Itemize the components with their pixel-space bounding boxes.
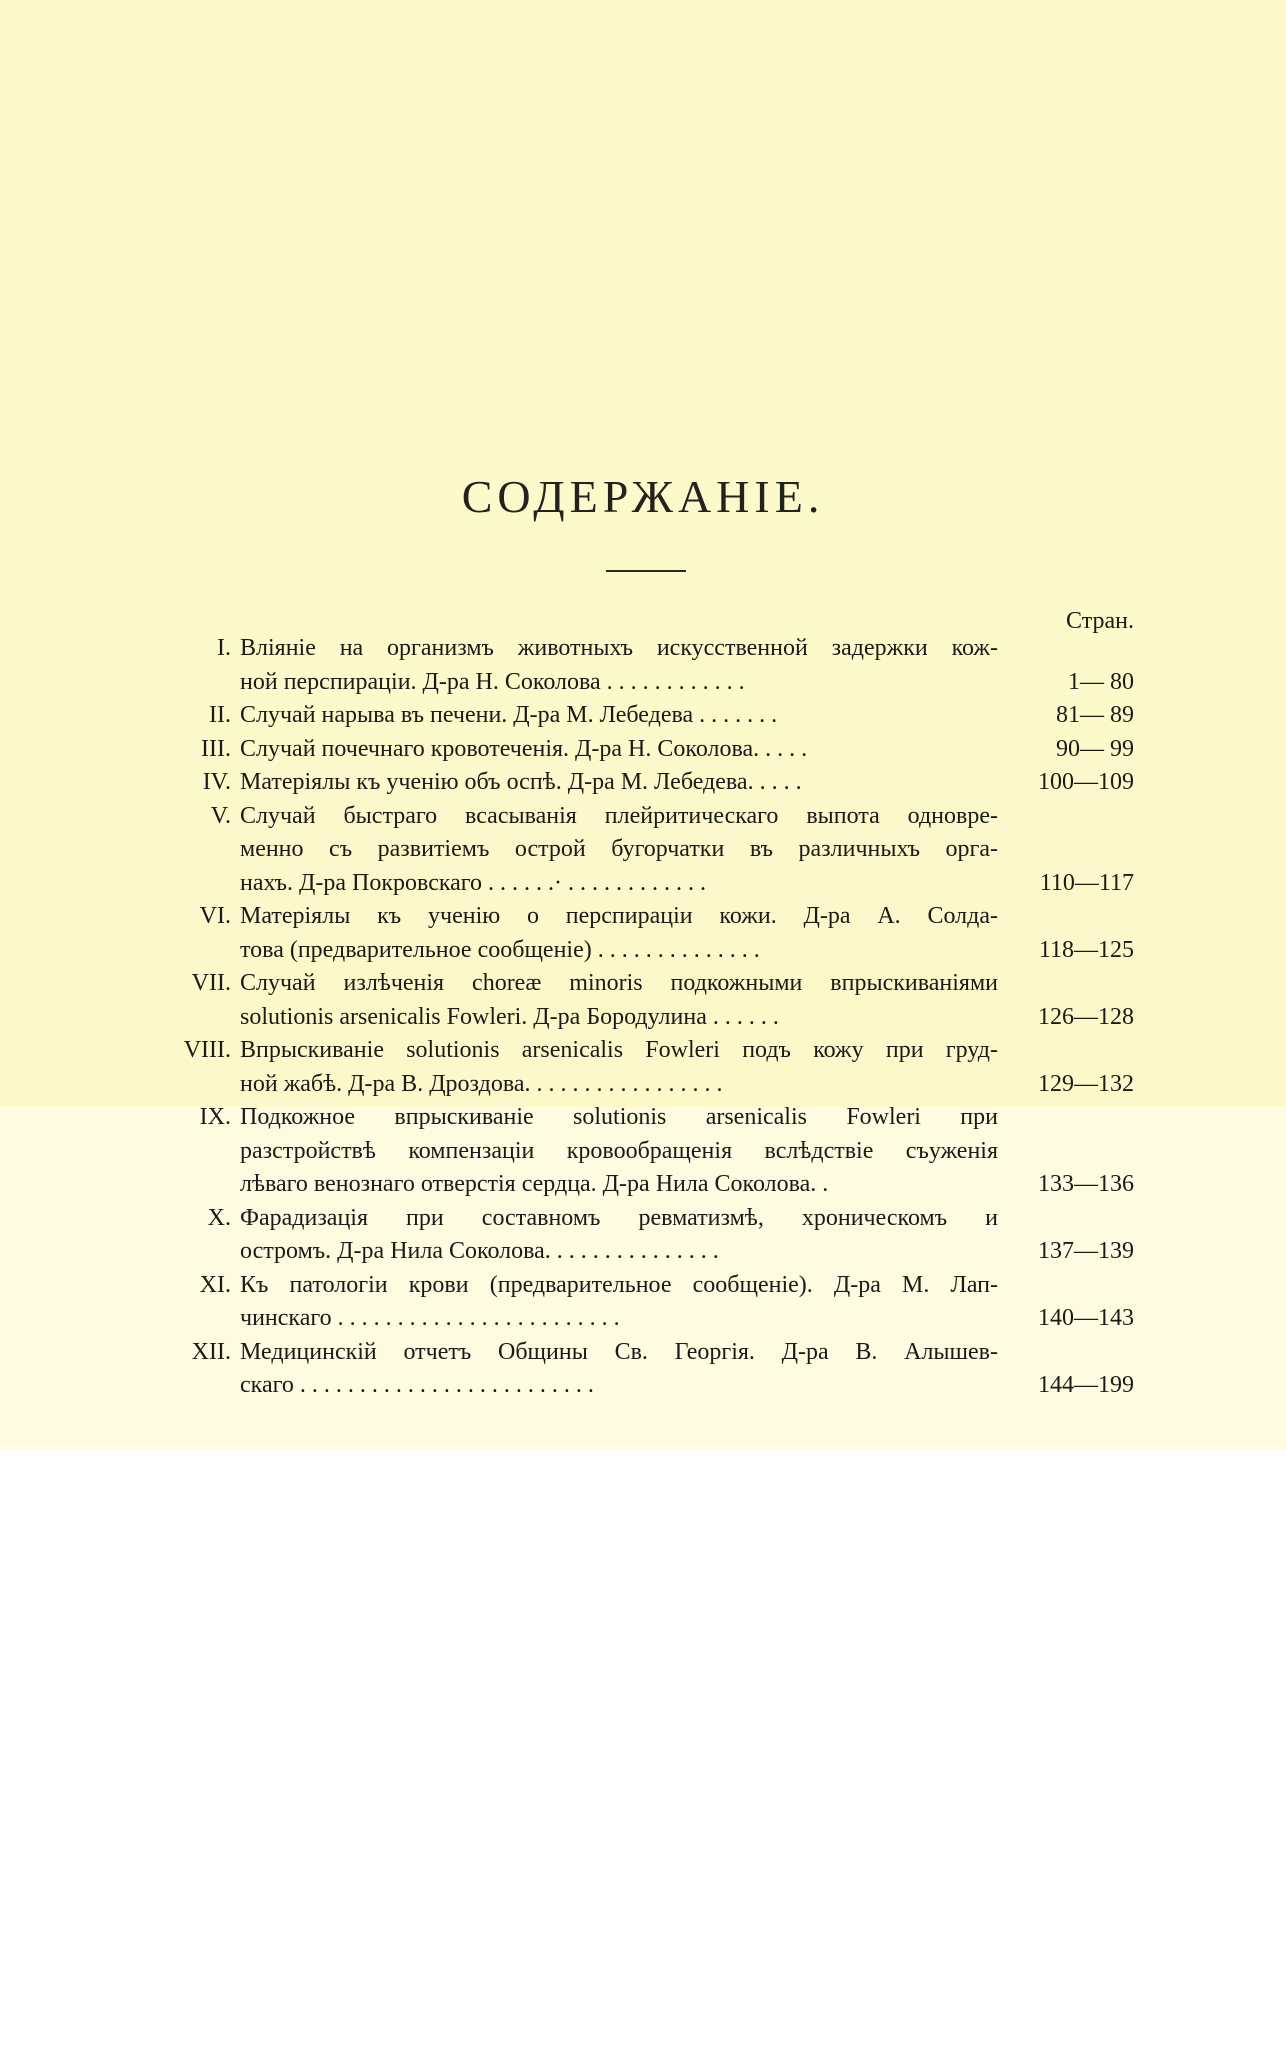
toc-entry [160, 1269, 1134, 1336]
toc-entry-line [160, 632, 1134, 666]
toc-entry-pages: 1— 80 [1068, 668, 1134, 695]
toc-entry-text: solutionis arsenicalis Fowleri. Д-ра Бородулина . . . . . . [240, 1003, 779, 1030]
toc-entry [160, 766, 1134, 800]
toc-entry [160, 800, 1134, 901]
toc-entry-line [160, 1068, 1134, 1102]
toc-entry-number: IX. [199, 1104, 231, 1130]
toc-entry-number: I. [217, 635, 231, 661]
toc-entry [160, 733, 1134, 767]
toc-entry-pages: 126—128 [1038, 1003, 1134, 1030]
toc-entry-number: VII. [191, 970, 231, 996]
toc-entry-number: VIII. [183, 1037, 231, 1063]
toc-entry-text: Фарадизація при составномъ ревматизмѣ, хроническомъ и [240, 1204, 998, 1231]
toc-entry [160, 1101, 1134, 1202]
toc-entry-line [160, 867, 1134, 901]
title-divider [606, 570, 686, 572]
toc-entry-text: Случай быстраго всасыванія плейритическаго выпота одновре- [240, 802, 998, 829]
toc-entry [160, 1336, 1134, 1403]
toc-entry-line [160, 1101, 1134, 1135]
toc-entry [160, 699, 1134, 733]
toc-entry [160, 1202, 1134, 1269]
toc-entry-number: II. [209, 702, 231, 728]
toc-entry-text: Случай нарыва въ печени. Д-ра М. Лебедева . . . . . . . [240, 702, 778, 728]
toc-entry-text: това (предварительное сообщеніе) . . . . . . . . . . . . . . [240, 936, 760, 963]
toc-entry-text: ной перспираціи. Д-ра Н. Соколова . . . . . . . . . . . . [240, 668, 745, 695]
toc-entry-text: Впрыскиваніе solutionis arsenicalis Fowleri подъ кожу при груд- [240, 1037, 998, 1063]
toc-entry-number: III. [201, 735, 231, 762]
toc-entry-text: чинскаго . . . . . . . . . . . . . . . . . . . . . . . . [240, 1305, 620, 1331]
toc-entry-text: остромъ. Д-ра Нила Соколова. . . . . . . . . . . . . . . [240, 1238, 719, 1264]
toc-entry-line [160, 1235, 1134, 1269]
toc-entry-line [160, 967, 1134, 1001]
toc-entry-text: ной жабѣ. Д-ра В. Дроздова. . . . . . . . . . . . . . . . . [240, 1070, 723, 1097]
toc-entry-number: XI. [199, 1271, 231, 1298]
toc-entry-text: Матеріялы къ ученію объ оспѣ. Д-ра М. Лебедева. . . . . [240, 769, 802, 795]
toc-entry-line [160, 1168, 1134, 1202]
toc-entry-line [160, 733, 1134, 767]
toc-entry-pages: 129—132 [1038, 1070, 1134, 1097]
toc-entry-line [160, 833, 1134, 867]
toc-entry-line [160, 1302, 1134, 1336]
toc-entry-number: XII. [191, 1338, 231, 1365]
toc-entry-text: Случай почечнаго кровотеченія. Д-ра Н. Соколова. . . . . [240, 735, 808, 762]
toc-entry-number: V. [210, 802, 231, 829]
toc-entry-text: Матеріялы къ ученію о перспираціи кожи. Д-ра А. Солда- [240, 903, 998, 929]
toc-entry-text: менно съ развитіемъ острой бугорчатки въ различныхъ орга- [240, 836, 998, 862]
toc-entry-line [160, 1269, 1134, 1303]
toc-entry [160, 632, 1134, 699]
toc-entry-line [160, 666, 1134, 700]
toc-entry-line [160, 1001, 1134, 1035]
toc-entry-pages: 118—125 [1038, 936, 1134, 963]
toc-entry [160, 1034, 1134, 1101]
toc-entry-text: лѣваго венознаго отверстія сердца. Д-ра Нила Соколова. . [240, 1171, 829, 1197]
toc-entry-number: IV. [202, 769, 231, 795]
toc-entry-number: VI. [199, 903, 231, 929]
toc-entry-pages: 100—109 [1038, 769, 1134, 795]
toc-entry-text: Подкожное впрыскиваніе solutionis arsenicalis Fowleri при [240, 1104, 998, 1130]
toc-entry-line [160, 1336, 1134, 1370]
toc-entry-text: Къ патологіи крови (предварительное сообщеніе). Д-ра М. Лап- [240, 1271, 998, 1298]
toc-entry-line [160, 1135, 1134, 1169]
toc-entry-line [160, 900, 1134, 934]
toc-entry-pages: 144—199 [1038, 1372, 1134, 1398]
toc-entry-pages: 81— 89 [1056, 702, 1134, 728]
table-of-contents [160, 632, 1134, 1403]
pages-column-header: Стран. [1066, 608, 1134, 634]
toc-entry-text: нахъ. Д-ра Покровскаго . . . . . .· . . . . . . . . . . . . [240, 869, 707, 896]
toc-entry-pages: 90— 99 [1056, 735, 1134, 762]
toc-entry-line [160, 1034, 1134, 1068]
toc-entry-text: Случай излѣченія choreæ minoris подкожными впрыскиваніями [240, 970, 998, 996]
toc-entry-text: Медицинскій отчетъ Общины Св. Георгія. Д-ра В. Алышев- [240, 1338, 998, 1365]
toc-entry-line [160, 766, 1134, 800]
toc-entry-pages: 133—136 [1038, 1171, 1134, 1197]
toc-entry-pages: 110—117 [1039, 869, 1134, 896]
toc-entry-line [160, 934, 1134, 968]
toc-entry-text: скаго . . . . . . . . . . . . . . . . . . . . . . . . . [240, 1372, 594, 1398]
toc-entry-number: X. [207, 1204, 231, 1231]
page-title: СОДЕРЖАНІЕ. [461, 471, 825, 522]
toc-entry-text: Вліяніе на организмъ животныхъ искусственной задержки кож- [240, 635, 998, 661]
toc-entry-pages: 137—139 [1038, 1238, 1134, 1264]
toc-entry-line [160, 699, 1134, 733]
toc-entry-line [160, 1369, 1134, 1403]
toc-entry-line [160, 800, 1134, 834]
toc-entry [160, 967, 1134, 1034]
toc-entry-line [160, 1202, 1134, 1236]
toc-entry-text: разстройствѣ компензаціи кровообращенія вслѣдствіе съуженія [240, 1137, 998, 1164]
toc-entry [160, 900, 1134, 967]
toc-entry-pages: 140—143 [1038, 1305, 1134, 1331]
